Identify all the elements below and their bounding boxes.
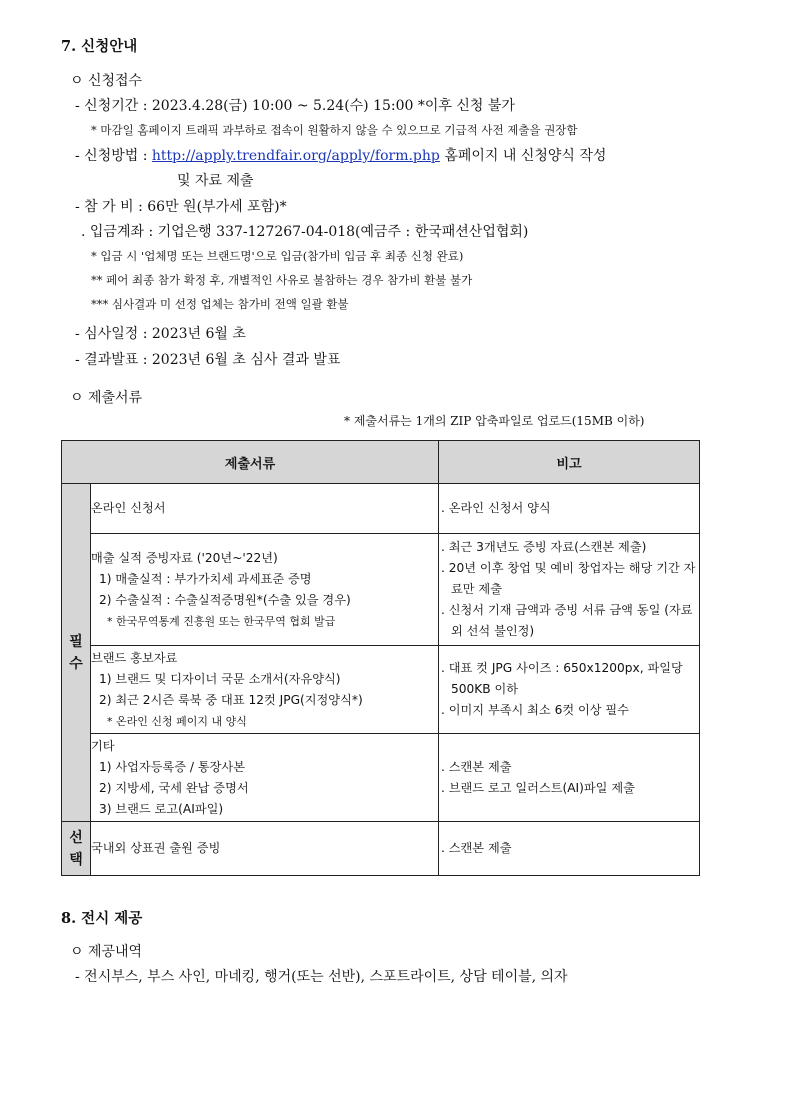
apply-link[interactable]: http://apply.trendfair.org/apply/form.php: [151, 148, 440, 164]
optional-label: 선 택: [62, 822, 91, 876]
fee-note-1: * 입금 시 '업체명 또는 브랜드명'으로 입금(참가비 입금 후 최종 신청 완료): [91, 249, 464, 263]
table-row: [62, 734, 700, 822]
application-method: [75, 147, 606, 165]
remark-cell: . 온라인 신청서 양식: [439, 484, 700, 534]
period-note: * 마감일 홈페이지 트래픽 과부하로 접속이 원활하지 않을 수 있으므로 기급적 사전 제출을 권장함: [91, 123, 578, 137]
remark-cell: . 대표 컷 JPG 사이즈 : 650x1200px, 파일당 500KB 이하 . 이미지 부족시 최소 6컷 이상 필수: [439, 646, 700, 734]
table-row: [62, 484, 700, 534]
provision-list: - 전시부스, 부스 사인, 마네킹, 행거(또는 선반), 스포트라이트, 상담 테이블, 의자: [75, 969, 568, 985]
table-row: [62, 822, 700, 876]
header-docs: 제출서류: [62, 441, 439, 484]
provision-title: ㅇ 제공내역: [70, 944, 143, 960]
doc-cell: 브랜드 홍보자료 1) 브랜드 및 디자이너 국문 소개서(자유양식) 2) 최근 2시즌 룩북 중 대표 12컷 JPG(지정양식*) * 온라인 신청 페이지 내 양식: [91, 646, 439, 734]
application-period: - 신청기간 : 2023.4.28(금) 10:00 ~ 5.24(수) 15:00 *이후 신청 불가: [75, 98, 515, 114]
table-row: [62, 534, 700, 646]
doc-cell: 매출 실적 증빙자료 ('20년~'22년) 1) 매출실적 : 부가가치세 과세표준 증명 2) 수출실적 : 수출실적증명원*(수출 있을 경우) * 한국무역통계 진흥원 또는 한국무역 협회 발급: [91, 534, 439, 646]
section8-heading: 8. 전시 제공: [61, 910, 143, 927]
table-header-row: [62, 441, 700, 484]
remark-cell: . 최근 3개년도 증빙 자료(스캔본 제출) . 20년 이후 창업 및 예비 창업자는 해당 기간 자료만 제출 . 신청서 기재 금액과 증빙 서류 금액 동일 (자료 외 선석 불인정): [439, 534, 700, 646]
method-line2: 및 자료 제출: [177, 173, 254, 189]
participation-fee: - 참 가 비 : 66만 원(부가세 포함)*: [75, 199, 287, 215]
table-row: [62, 646, 700, 734]
method-prefix: - 신청방법 :: [75, 148, 152, 164]
section7-heading: 7. 신청안내: [61, 38, 138, 55]
method-suffix: 홈페이지 내 신청양식 작성: [439, 148, 607, 164]
review-schedule: - 심사일정 : 2023년 6월 초: [75, 326, 246, 342]
docs-title: ㅇ 제출서류: [70, 390, 143, 406]
fee-note-2: ** 페어 최종 참가 확정 후, 개별적인 사유로 불참하는 경우 참가비 환불 불가: [91, 273, 473, 287]
submission-docs-table: [61, 440, 700, 876]
receipt-title: ㅇ 신청접수: [70, 73, 143, 89]
bank-account: . 입금계좌 : 기업은행 337-127267-04-018(예금주 : 한국패션산업협회): [81, 224, 529, 240]
required-label: 필 수: [62, 484, 91, 822]
docs-note: * 제출서류는 1개의 ZIP 압축파일로 업로드(15MB 이하): [344, 414, 645, 428]
header-remarks: 비고: [439, 441, 700, 484]
doc-cell: 기타 1) 사업자등록증 / 통장사본 2) 지방세, 국세 완납 증명서 3) 브랜드 로고(AI파일): [91, 734, 439, 822]
remark-cell: . 스캔본 제출: [439, 822, 700, 876]
fee-note-3: *** 심사결과 미 선정 업체는 참가비 전액 일괄 환불: [91, 297, 349, 311]
doc-cell: 온라인 신청서: [91, 484, 439, 534]
remark-cell: . 스캔본 제출 . 브랜드 로고 일러스트(AI)파일 제출: [439, 734, 700, 822]
result-announcement: - 결과발표 : 2023년 6월 초 심사 결과 발표: [75, 352, 341, 368]
doc-cell: 국내외 상표권 출원 증빙: [91, 822, 439, 876]
